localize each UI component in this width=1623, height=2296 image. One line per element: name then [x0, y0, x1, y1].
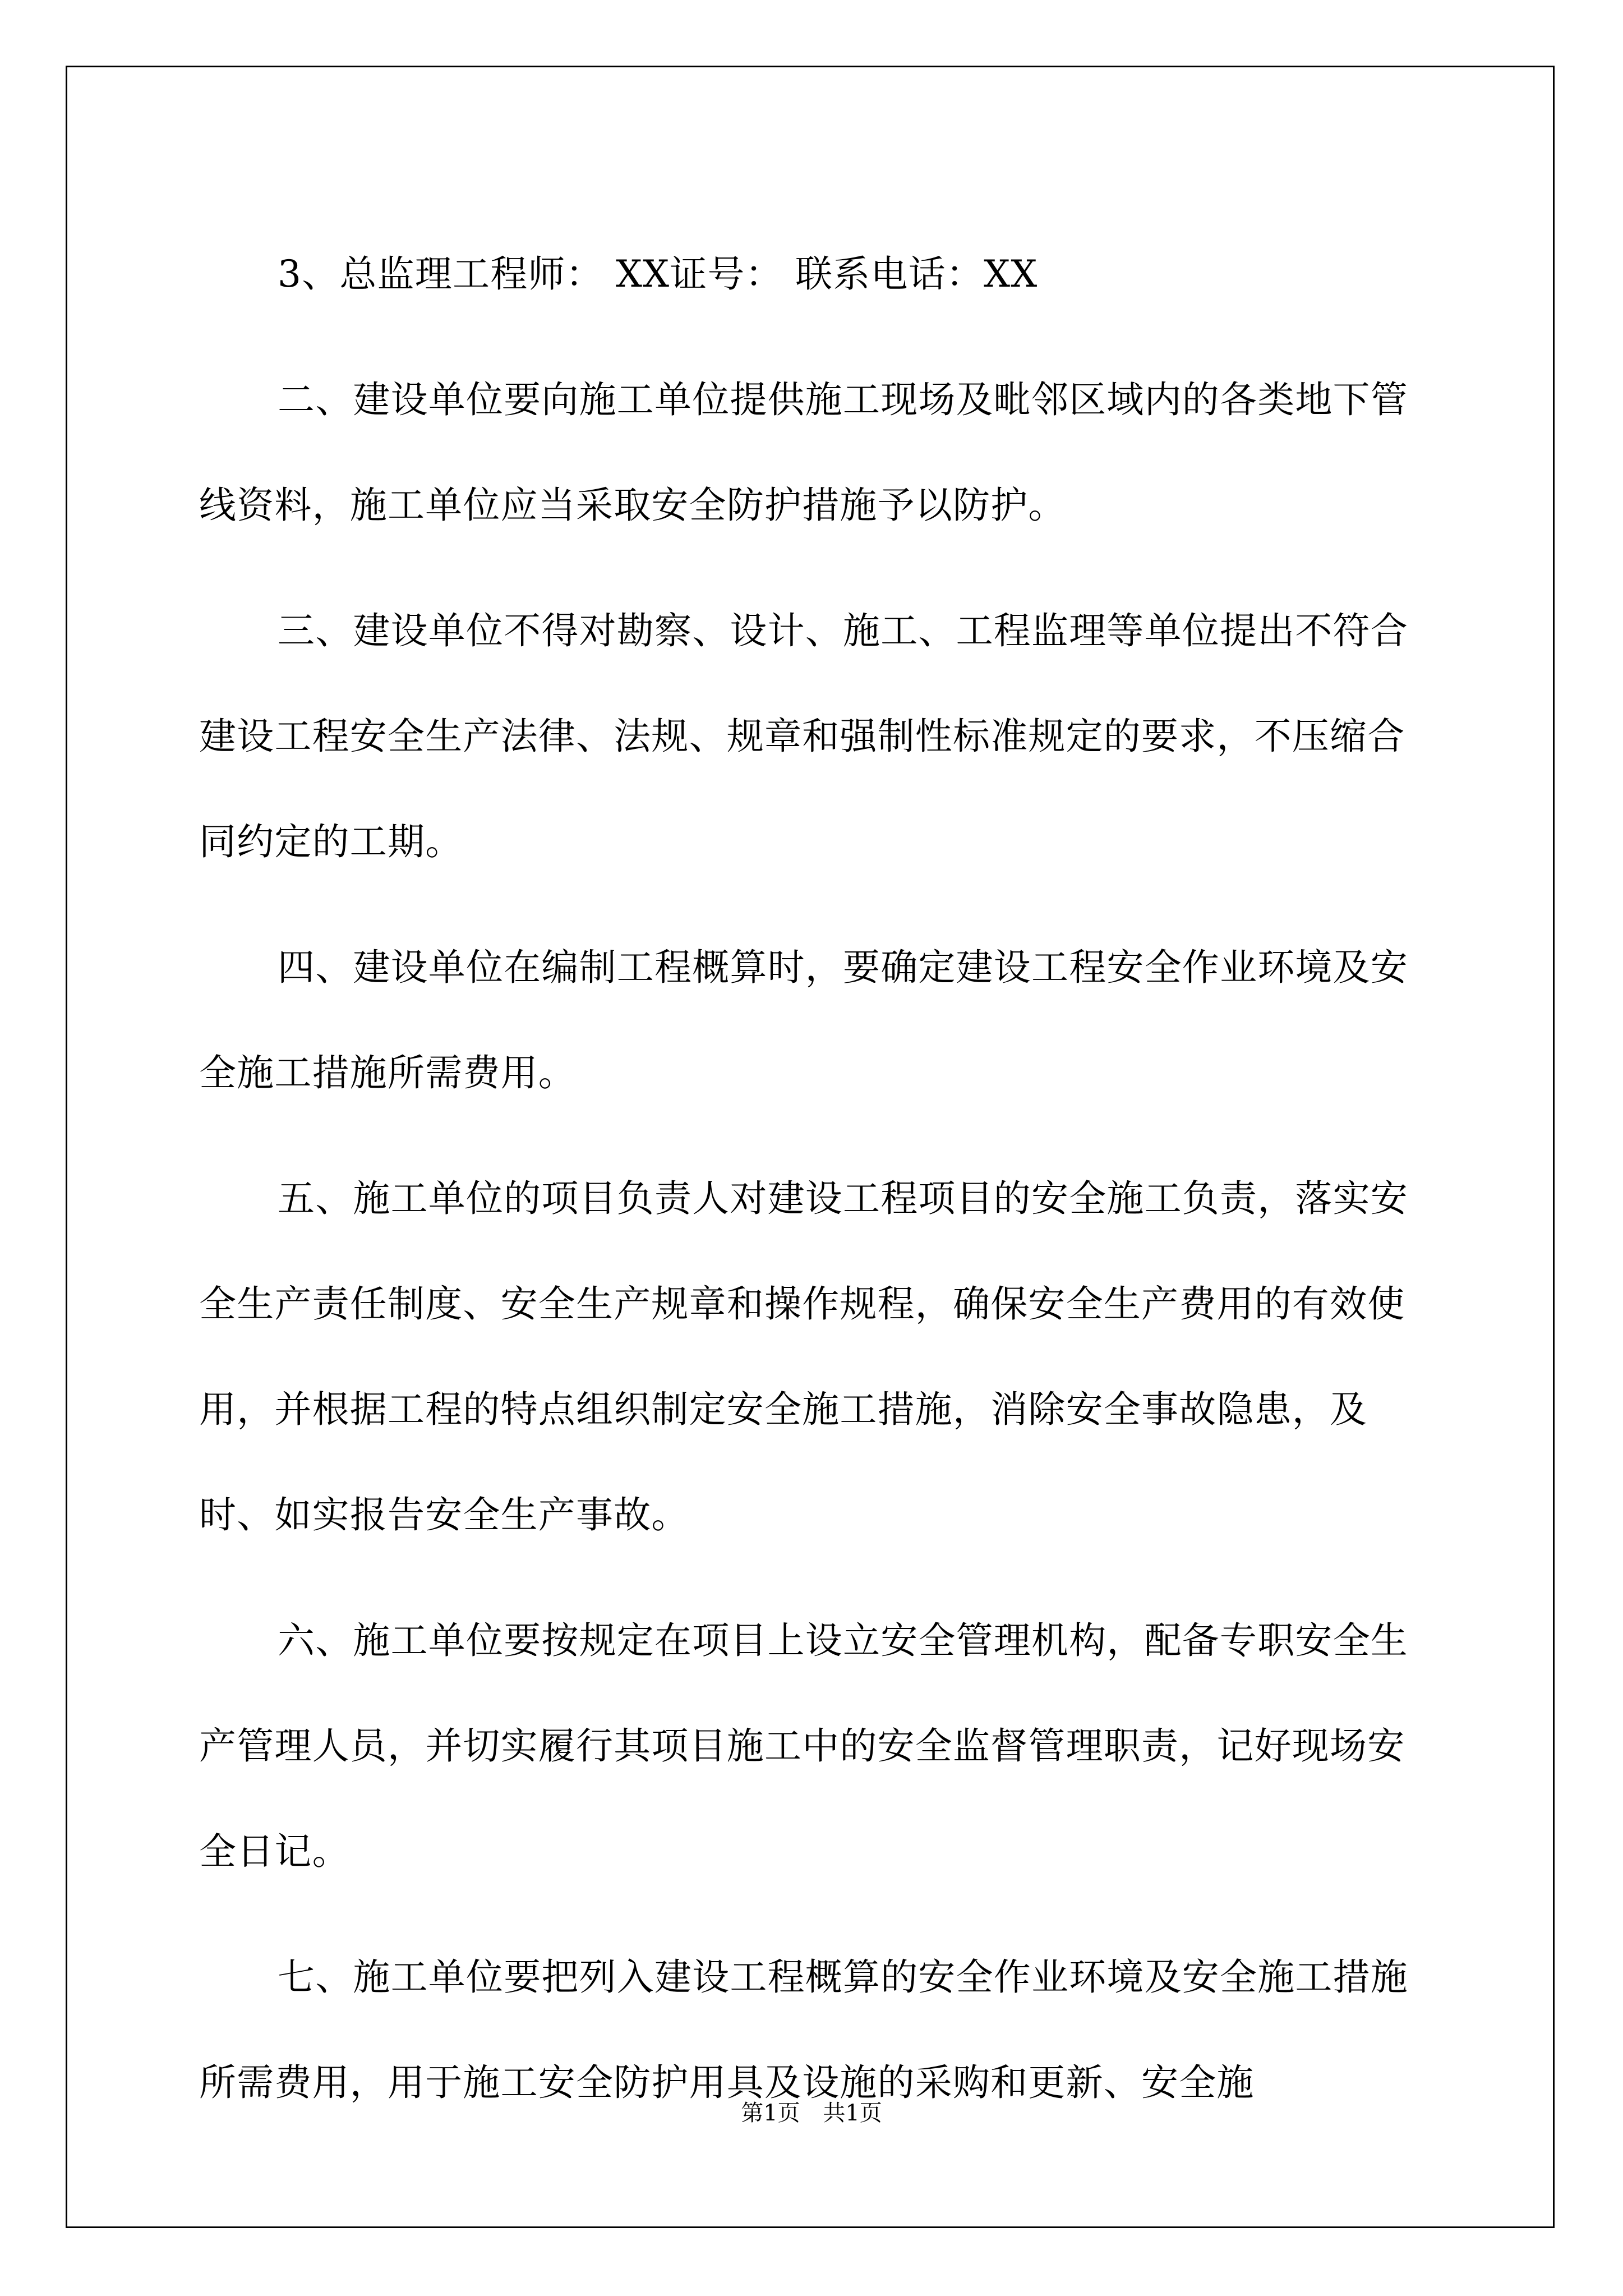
paragraph-2: 二、建设单位要向施工单位提供施工现场及毗邻区域内的各类地下管线资料，施工单位应当采取安全防护措施予以防护。: [199, 378, 1408, 527]
paragraph-5: 五、施工单位的项目负责人对建设工程项目的安全施工负责，落实安全生产责任制度、安全生产规章和操作规程，确保安全生产费用的有效使用，并根据工程的特点组织制定安全施工措施，消除安全事故隐患，及时、如实报告安全生产事故。: [199, 1177, 1408, 1536]
paragraph-4: 四、建设单位在编制工程概算时，要确定建设工程安全作业环境及安全施工措施所需费用。: [199, 946, 1408, 1094]
paragraph-3: 三、建设单位不得对勘察、设计、施工、工程监理等单位提出不符合建设工程安全生产法律、法规、规章和强制性标准规定的要求，不压缩合同约定的工期。: [199, 609, 1408, 863]
paragraph-7: 七、施工单位要把列入建设工程概算的安全作业环境及安全施工措施所需费用，用于施工安全防护用具及设施的采购和更新、安全施: [199, 1955, 1408, 2104]
paragraph-supervisor-info: 3、总监理工程师： XX证号： 联系电话：XX: [278, 252, 1038, 296]
page-total: 共1页: [823, 2100, 882, 2126]
page-footer: [0, 2095, 1623, 2127]
document-body: [199, 222, 1438, 2156]
paragraph-6: 六、施工单位要按规定在项目上设立安全管理机构，配备专职安全生产管理人员，并切实履行其项目施工中的安全监督管理职责，记好现场安全日记。: [199, 1619, 1408, 1873]
page-number: 第1页: [741, 2100, 800, 2126]
